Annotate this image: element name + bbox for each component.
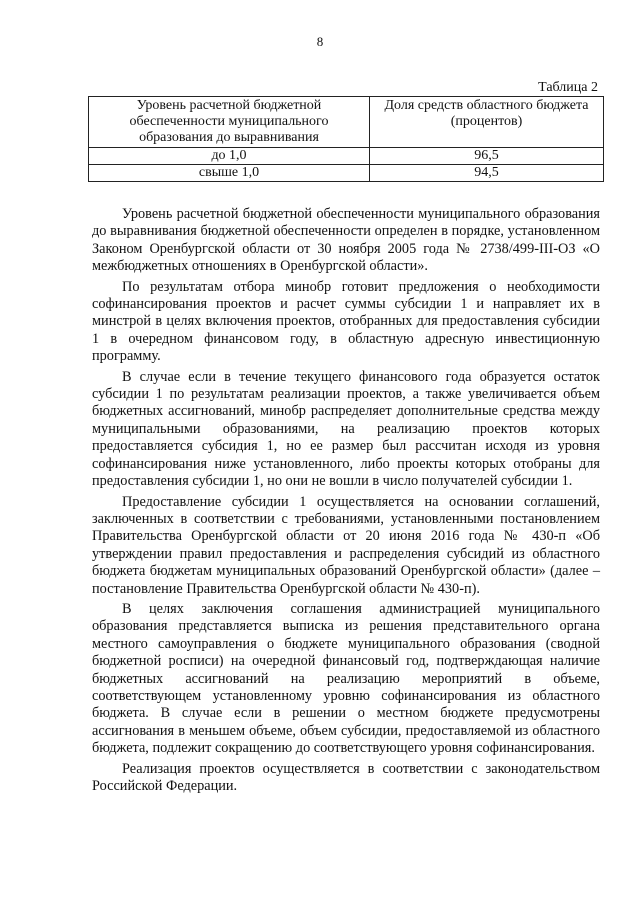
paragraph: В целях заключения соглашения администрацией муниципального образования представляется выписка из решения представительного органа местного самоуправления о бюджете муниципального образования (сводной бюджетной росписи) на очередной финансовый год, подтверждающая наличие бюджетных ассигнований на реализацию мероприятий в объеме, соответствующем установленному уровню софинансирования из областного бюджета. В случае если в решении о местном бюджете предусмотрены ассигнования в меньшем объеме, объем субсидии, предоставляемой из областного бюджета, подлежит сокращению до соответствующего уровня софинансирования. bbox=[92, 600, 600, 757]
subsidy-share-table bbox=[88, 96, 604, 182]
paragraph: Предоставление субсидии 1 осуществляется на основании соглашений, заключенных в соответствии с требованиями, установленными постановлением Правительства Оренбургской области от 20 июня 2016 года № 430-п «Об утверждении правил предоставления и распределения субсидий из областного бюджета бюджетам муниципальных образований Оренбургской области» (далее – постановление Правительства Оренбургской области № 430-п). bbox=[92, 493, 600, 597]
header-regional-share: Доля средств областного бюджета (процентов) bbox=[370, 97, 604, 148]
table-cell-share: 96,5 bbox=[370, 148, 604, 165]
table-row bbox=[89, 148, 604, 165]
table-cell-level: до 1,0 bbox=[89, 148, 370, 165]
table-cell-share: 94,5 bbox=[370, 165, 604, 182]
table-header-row bbox=[89, 97, 604, 148]
paragraph: В случае если в течение текущего финансового года образуется остаток субсидии 1 по результатам реализации проектов, а также увеличивается объем бюджетных ассигнований, минобр распределяет дополнительные средства между муниципальными образованиями, на реализацию проектов которых предоставляется субсидия 1, но ее размер был рассчитан исходя из уровня софинансирования ниже установленного, либо проекты которых отобраны для предоставления субсидии 1, но они не вошли в число получателей субсидии 1. bbox=[92, 368, 600, 490]
body-text bbox=[92, 206, 600, 798]
page-number: 8 bbox=[316, 34, 324, 49]
paragraph: Реализация проектов осуществляется в соответствии с законодательством Российской Федерации. bbox=[92, 760, 600, 794]
table-caption: Таблица 2 bbox=[538, 80, 598, 95]
paragraph: По результатам отбора минобр готовит предложения о необходимости софинансирования проектов и расчет суммы субсидии 1 и направляет их в минстрой в целях включения проектов, отобранных для предоставления субсидии 1 в очередном финансовом году, в областную адресную инвестиционную программу. bbox=[92, 278, 600, 365]
header-budget-level: Уровень расчетной бюджетной обеспеченности муниципального образования до выравнивания bbox=[89, 97, 370, 148]
paragraph: Уровень расчетной бюджетной обеспеченности муниципального образования до выравнивания бюджетной обеспеченности определен в порядке, установленном Законом Оренбургской области от 30 ноября 2005 года № 2738/499-III-ОЗ «О межбюджетных отношениях в Оренбургской области». bbox=[92, 206, 600, 275]
table-cell-level: свыше 1,0 bbox=[89, 165, 370, 182]
table-row bbox=[89, 165, 604, 182]
